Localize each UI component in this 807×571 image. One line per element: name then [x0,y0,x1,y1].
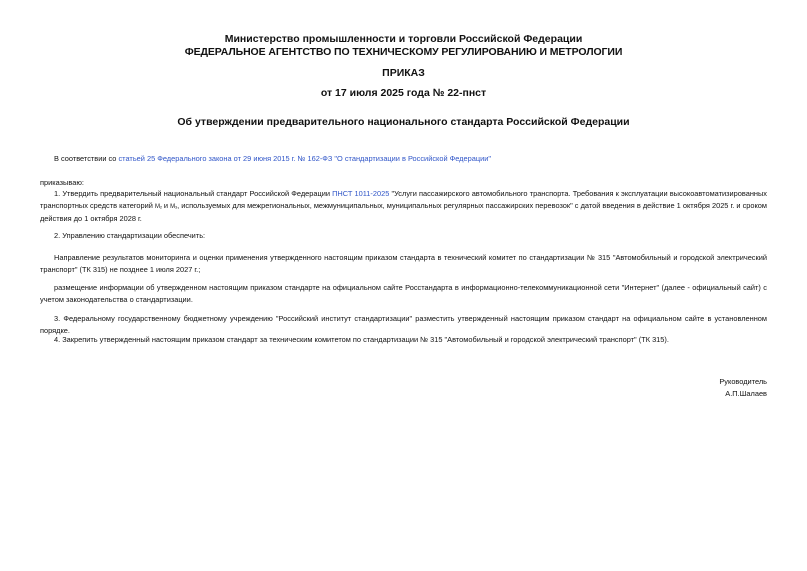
item-2-paragraph: 2. Управлению стандартизации обеспечить: [54,231,206,240]
category-m3-symbol: M₃ [170,203,178,210]
agency-heading: ФЕДЕРАЛЬНОЕ АГЕНТСТВО ПО ТЕХНИЧЕСКОМУ РЕГУЛИРОВАНИЮ И МЕТРОЛОГИИ [184,46,623,58]
category-m2-symbol: M₂ [154,203,162,210]
item-2-sub-2-paragraph: размещение информации об утвержденном настоящим приказом стандарте на официальном сайте Росстандарта в информационно-телекоммуникационной сети "Интернет" (далее - официальный сайт) с учетом законодательства о стандартизации. [40,283,767,304]
item-4-paragraph: 4. Закрепить утвержденный настоящим приказом стандарт за техническим комитетом по стандартизации № 315 "Автомобильный и городской электрический транспорт" (ТК 315). [54,335,669,344]
order-word: приказываю: [40,178,84,187]
intro-prefix: В соответствии со [54,154,119,163]
federal-law-link[interactable]: статьей 25 Федерального закона от 29 июня 2015 г. № 162-ФЗ "О стандартизации в Российской Федерации" [118,154,491,163]
item-1-text-a: "Услуги пассажирского автомобильного транспорта. Требования к эксплуатации высокоавтоматизированных транспортных средств категорий [40,189,767,210]
signature-block [719,376,767,399]
ministry-heading: Министерство промышленности и торговли Российской Федерации [224,33,583,45]
item-1-and: и [161,200,171,210]
signatory-title: Руководитель [719,377,767,386]
item-2-sub-1-paragraph: Направление результатов мониторинга и оценки применения утвержденного настоящим приказом стандарта в технический комитет по стандартизации № 315 "Автомобильный и городской электрический транспорт" (ТК 315) не позднее 1 июля 2027 г.; [40,253,767,274]
order-date-number: от 17 июля 2025 года № 22-пнст [320,87,487,99]
signatory-name: А.П.Шалаев [725,388,767,398]
standard-link[interactable]: ПНСТ 1011-2025 [332,189,390,198]
intro-paragraph [40,153,767,165]
item-1-text-b: , используемых для межрегиональных, межмуниципальных, муниципальных регулярных пассажирских перевозок" с датой введения в действие 1 октября 2025 г. и сроком действия до 1 октября 2028 г. [40,200,767,223]
item-1-paragraph [40,188,767,225]
item-3-paragraph: 3. Федеральному государственному бюджетному учреждению "Российский институт стандартизации" разместить утвержденный настоящим приказом стандарт на официальном сайте в установленном порядке. [40,314,767,335]
order-subject: Об утверждении предварительного национального стандарта Российской Федерации [177,116,630,128]
item-1-prefix: 1. Утвердить предварительный национальный стандарт Российской Федерации [54,189,333,198]
order-title: ПРИКАЗ [382,67,425,79]
